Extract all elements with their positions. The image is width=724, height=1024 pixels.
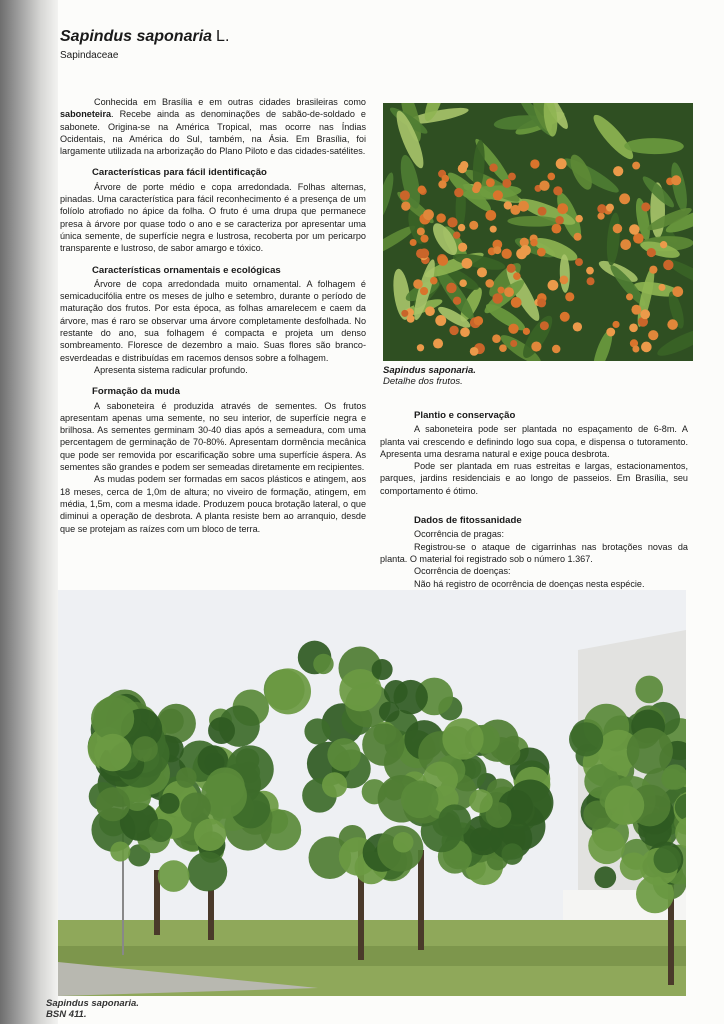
fruit-caption-text: Detalhe dos frutos.	[383, 376, 463, 387]
tree-illustration	[58, 590, 686, 996]
tree-photo	[58, 590, 686, 996]
fruit-detail-photo	[383, 103, 693, 361]
fruit-photo-caption	[383, 365, 476, 387]
species-title	[60, 28, 229, 46]
disease-text: Não há registro de ocorrência de doenças nesta espécie.	[414, 578, 645, 589]
ornamental-heading: Características ornamentais e ecológicas	[92, 264, 281, 276]
disease-label: Ocorrência de doenças:	[414, 566, 511, 577]
fruit-caption-species: Sapindus saponaria.	[383, 365, 476, 376]
right-column	[380, 400, 688, 590]
pests-label: Ocorrência de pragas:	[414, 529, 504, 540]
seedling-heading: Formação da muda	[92, 386, 180, 398]
ornamental-text: Árvore de copa arredondada muito ornamental. A folhagem é semicaducifólia entre os meses de julho e setembro, durante o período de maturação dos frutos. Por esta época, as folhas amarelecem e caem da árvore, mas é raro se observar uma árvore completamente desfolhada. No restante do ano, sua folhagem é compacta e projeta um denso sombreamento. Floresce de dezembro a maio. Suas flores são branco-esverdeadas e distribuídas em racemos densos sobre a folhagem.	[60, 278, 366, 363]
seedling-text-2: As mudas podem ser formadas em sacos plásticos e atingem, aos 18 meses, cerca de 1,0m de altura; no viveiro de formação, atingem, em média, 1,5m, com a mesma idade. Produzem pouca brotação lateral, o que diminui a operação de desbrota. A planta resiste bem ao arranquio, desde que se protejam as raízes com um bloco de terra.	[60, 474, 366, 534]
planting-heading: Plantio e conservação	[414, 410, 516, 421]
fruit-detail-illustration	[383, 103, 693, 361]
pests-text: Registrou-se o ataque de cigarrinhas nas brotações novas da planta. O material foi registrado sob o número 1.367.	[380, 541, 688, 564]
seedling-text: A saboneteira é produzida através de sementes. Os frutos apresentam apenas uma semente, no seu interior, de superfície negra e brilhosa. As sementes germinam 30-40 dias após a semeadura, com uma percentagem de germinação de 70-80%. Apresentam dormência mecânica que pode ser removida por escarificação sobre uma superfície áspera. As sementes são grandes e podem ser semeadas diretamente em recipientes.	[60, 400, 366, 473]
ornamental-text-2: Apresenta sistema radicular profundo.	[94, 364, 248, 375]
identification-heading: Características para fácil identificação	[92, 167, 267, 179]
intro-paragraph: Conhecida em Brasília e em outras cidades brasileiras como saboneteira. Recebe ainda as denominações de sabão-de-soldado e sabonete. Origina-se na América Tropical, mas ocorre nas Índias Ocidentais, na América do Sul, também, na Ásia. Em Brasília, foi largamente utilizada na arborização do Plano Piloto e das cidades-satélites.	[60, 97, 366, 157]
planting-text: A saboneteira pode ser plantada no espaçamento de 6-8m. A planta vai crescendo e definindo logo sua copa, e dispensa o tutoramento. Apresenta uma desrama natural e exige pouca desbrota.	[380, 424, 688, 459]
species-author: L.	[216, 28, 230, 45]
planting-text-2: Pode ser plantada em ruas estreitas e largas, estacionamentos, parques, jardins residenciais e ao longo de passeios. Em Brasília, seu comportamento é ótimo.	[380, 461, 688, 496]
identification-text: Árvore de porte médio e copa arredondada. Folhas alternas, pinadas. Uma característica para fácil reconhecimento é a presença de um folíolo atrofiado no ápice da folha. O fruto é uma drupa que permanece presa à árvore por quase todo o ano e se caracteriza por apresentar uma única semente, de superfície negra e lustrosa, recoberta por um pericarpo transparente e lustroso, de sabor amargo e tóxico.	[60, 181, 366, 254]
family-name: Sapindaceae	[60, 50, 119, 61]
tree-photo-caption	[46, 998, 139, 1020]
tree-caption-species: Sapindus saponaria.	[46, 998, 139, 1009]
tree-caption-code: BSN 411.	[46, 1009, 87, 1020]
book-gutter-shadow	[0, 0, 58, 1024]
left-column	[60, 96, 366, 535]
species-name: Sapindus saponaria	[60, 28, 213, 45]
common-name: saboneteira	[60, 109, 112, 120]
health-heading: Dados de fitossanidade	[414, 515, 522, 527]
